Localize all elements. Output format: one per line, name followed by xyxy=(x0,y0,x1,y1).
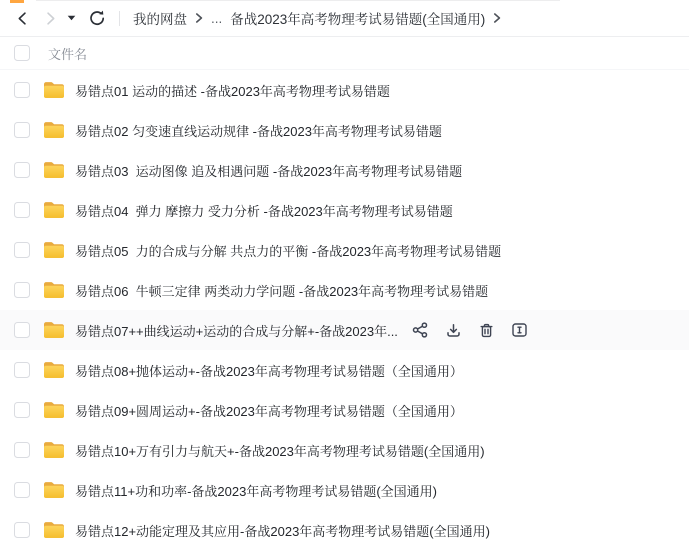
toolbar-divider xyxy=(119,11,120,26)
breadcrumb-current-folder[interactable]: 备战2023年高考物理考试易错题(全国通用) xyxy=(230,12,486,27)
file-name[interactable]: 易错点03 运动图像 追及相遇问题 -备战2023年高考物理考试易错题 xyxy=(75,163,463,179)
folder-icon xyxy=(43,321,65,339)
row-checkbox[interactable] xyxy=(14,322,30,338)
breadcrumb xyxy=(133,8,509,28)
file-name[interactable]: 易错点11+功和功率-备战2023年高考物理考试易错题(全国通用) xyxy=(75,483,437,499)
file-name[interactable]: 易错点04 弹力 摩擦力 受力分析 -备战2023年高考物理考试易错题 xyxy=(75,203,453,219)
row-checkbox[interactable] xyxy=(14,402,30,418)
row-checkbox[interactable] xyxy=(14,242,30,258)
table-row[interactable] xyxy=(0,430,689,470)
forward-button[interactable] xyxy=(43,11,58,26)
navigation-bar xyxy=(0,0,689,37)
file-name[interactable]: 易错点10+万有引力与航天+-备战2023年高考物理考试易错题(全国通用) xyxy=(75,443,485,459)
file-list xyxy=(0,70,689,550)
breadcrumb-ellipsis[interactable]: ... xyxy=(211,10,223,26)
folder-icon xyxy=(43,281,65,299)
row-checkbox[interactable] xyxy=(14,522,30,538)
file-list-header xyxy=(0,37,689,70)
download-icon xyxy=(446,323,461,338)
back-button[interactable] xyxy=(15,11,30,26)
file-name[interactable]: 易错点06 牛顿三定律 两类动力学问题 -备战2023年高考物理考试易错题 xyxy=(75,283,489,299)
delete-button[interactable] xyxy=(479,323,494,338)
folder-icon xyxy=(43,441,65,459)
table-row[interactable] xyxy=(0,70,689,110)
row-checkbox[interactable] xyxy=(14,482,30,498)
file-name[interactable]: 易错点09+圆周运动+-备战2023年高考物理考试易错题（全国通用） xyxy=(75,403,463,419)
select-all-checkbox[interactable] xyxy=(14,45,30,61)
rename-icon xyxy=(512,323,527,337)
row-checkbox[interactable] xyxy=(14,362,30,378)
file-name[interactable]: 易错点07++曲线运动+运动的合成与分解+-备战2023年... xyxy=(75,323,398,339)
download-button[interactable] xyxy=(446,323,461,338)
forward-icon xyxy=(43,11,58,26)
file-name[interactable]: 易错点08+抛体运动+-备战2023年高考物理考试易错题（全国通用） xyxy=(75,363,463,379)
delete-icon xyxy=(479,323,494,338)
table-row-hovered[interactable] xyxy=(0,310,689,350)
table-row[interactable] xyxy=(0,150,689,190)
top-edge-hairline xyxy=(36,0,560,1)
back-icon xyxy=(15,11,30,26)
row-checkbox[interactable] xyxy=(14,282,30,298)
table-row[interactable] xyxy=(0,510,689,550)
row-action-toolbar xyxy=(412,322,527,338)
breadcrumb-separator-icon xyxy=(195,13,203,23)
row-checkbox[interactable] xyxy=(14,442,30,458)
folder-icon xyxy=(43,521,65,539)
row-checkbox[interactable] xyxy=(14,122,30,138)
row-checkbox[interactable] xyxy=(14,162,30,178)
refresh-icon xyxy=(89,10,106,26)
file-name[interactable]: 易错点01 运动的描述 -备战2023年高考物理考试易错题 xyxy=(75,83,390,99)
folder-icon xyxy=(43,481,65,499)
folder-icon xyxy=(43,121,65,139)
history-dropdown-button[interactable] xyxy=(67,15,76,21)
table-row[interactable] xyxy=(0,270,689,310)
folder-icon xyxy=(43,361,65,379)
rename-button[interactable] xyxy=(512,323,527,337)
column-header-filename: 文件名 xyxy=(48,46,88,62)
breadcrumb-trailing-chevron-icon xyxy=(493,13,501,23)
folder-icon xyxy=(43,241,65,259)
top-edge-accent-fragment xyxy=(10,0,24,3)
table-row[interactable] xyxy=(0,190,689,230)
row-checkbox[interactable] xyxy=(14,82,30,98)
table-row[interactable] xyxy=(0,390,689,430)
row-checkbox[interactable] xyxy=(14,202,30,218)
table-row[interactable] xyxy=(0,470,689,510)
table-row[interactable] xyxy=(0,110,689,150)
file-name[interactable]: 易错点02 匀变速直线运动规律 -备战2023年高考物理考试易错题 xyxy=(75,123,442,139)
folder-icon xyxy=(43,81,65,99)
folder-icon xyxy=(43,201,65,219)
file-name[interactable]: 易错点12+动能定理及其应用-备战2023年高考物理考试易错题(全国通用) xyxy=(75,523,490,539)
share-button[interactable] xyxy=(412,322,428,338)
refresh-button[interactable] xyxy=(89,10,106,26)
share-icon xyxy=(412,322,428,338)
table-row[interactable] xyxy=(0,350,689,390)
folder-icon xyxy=(43,161,65,179)
breadcrumb-root[interactable]: 我的网盘 xyxy=(133,12,187,27)
file-name[interactable]: 易错点05 力的合成与分解 共点力的平衡 -备战2023年高考物理考试易错题 xyxy=(75,243,502,259)
folder-icon xyxy=(43,401,65,419)
chevron-down-icon xyxy=(67,15,76,21)
table-row[interactable] xyxy=(0,230,689,270)
